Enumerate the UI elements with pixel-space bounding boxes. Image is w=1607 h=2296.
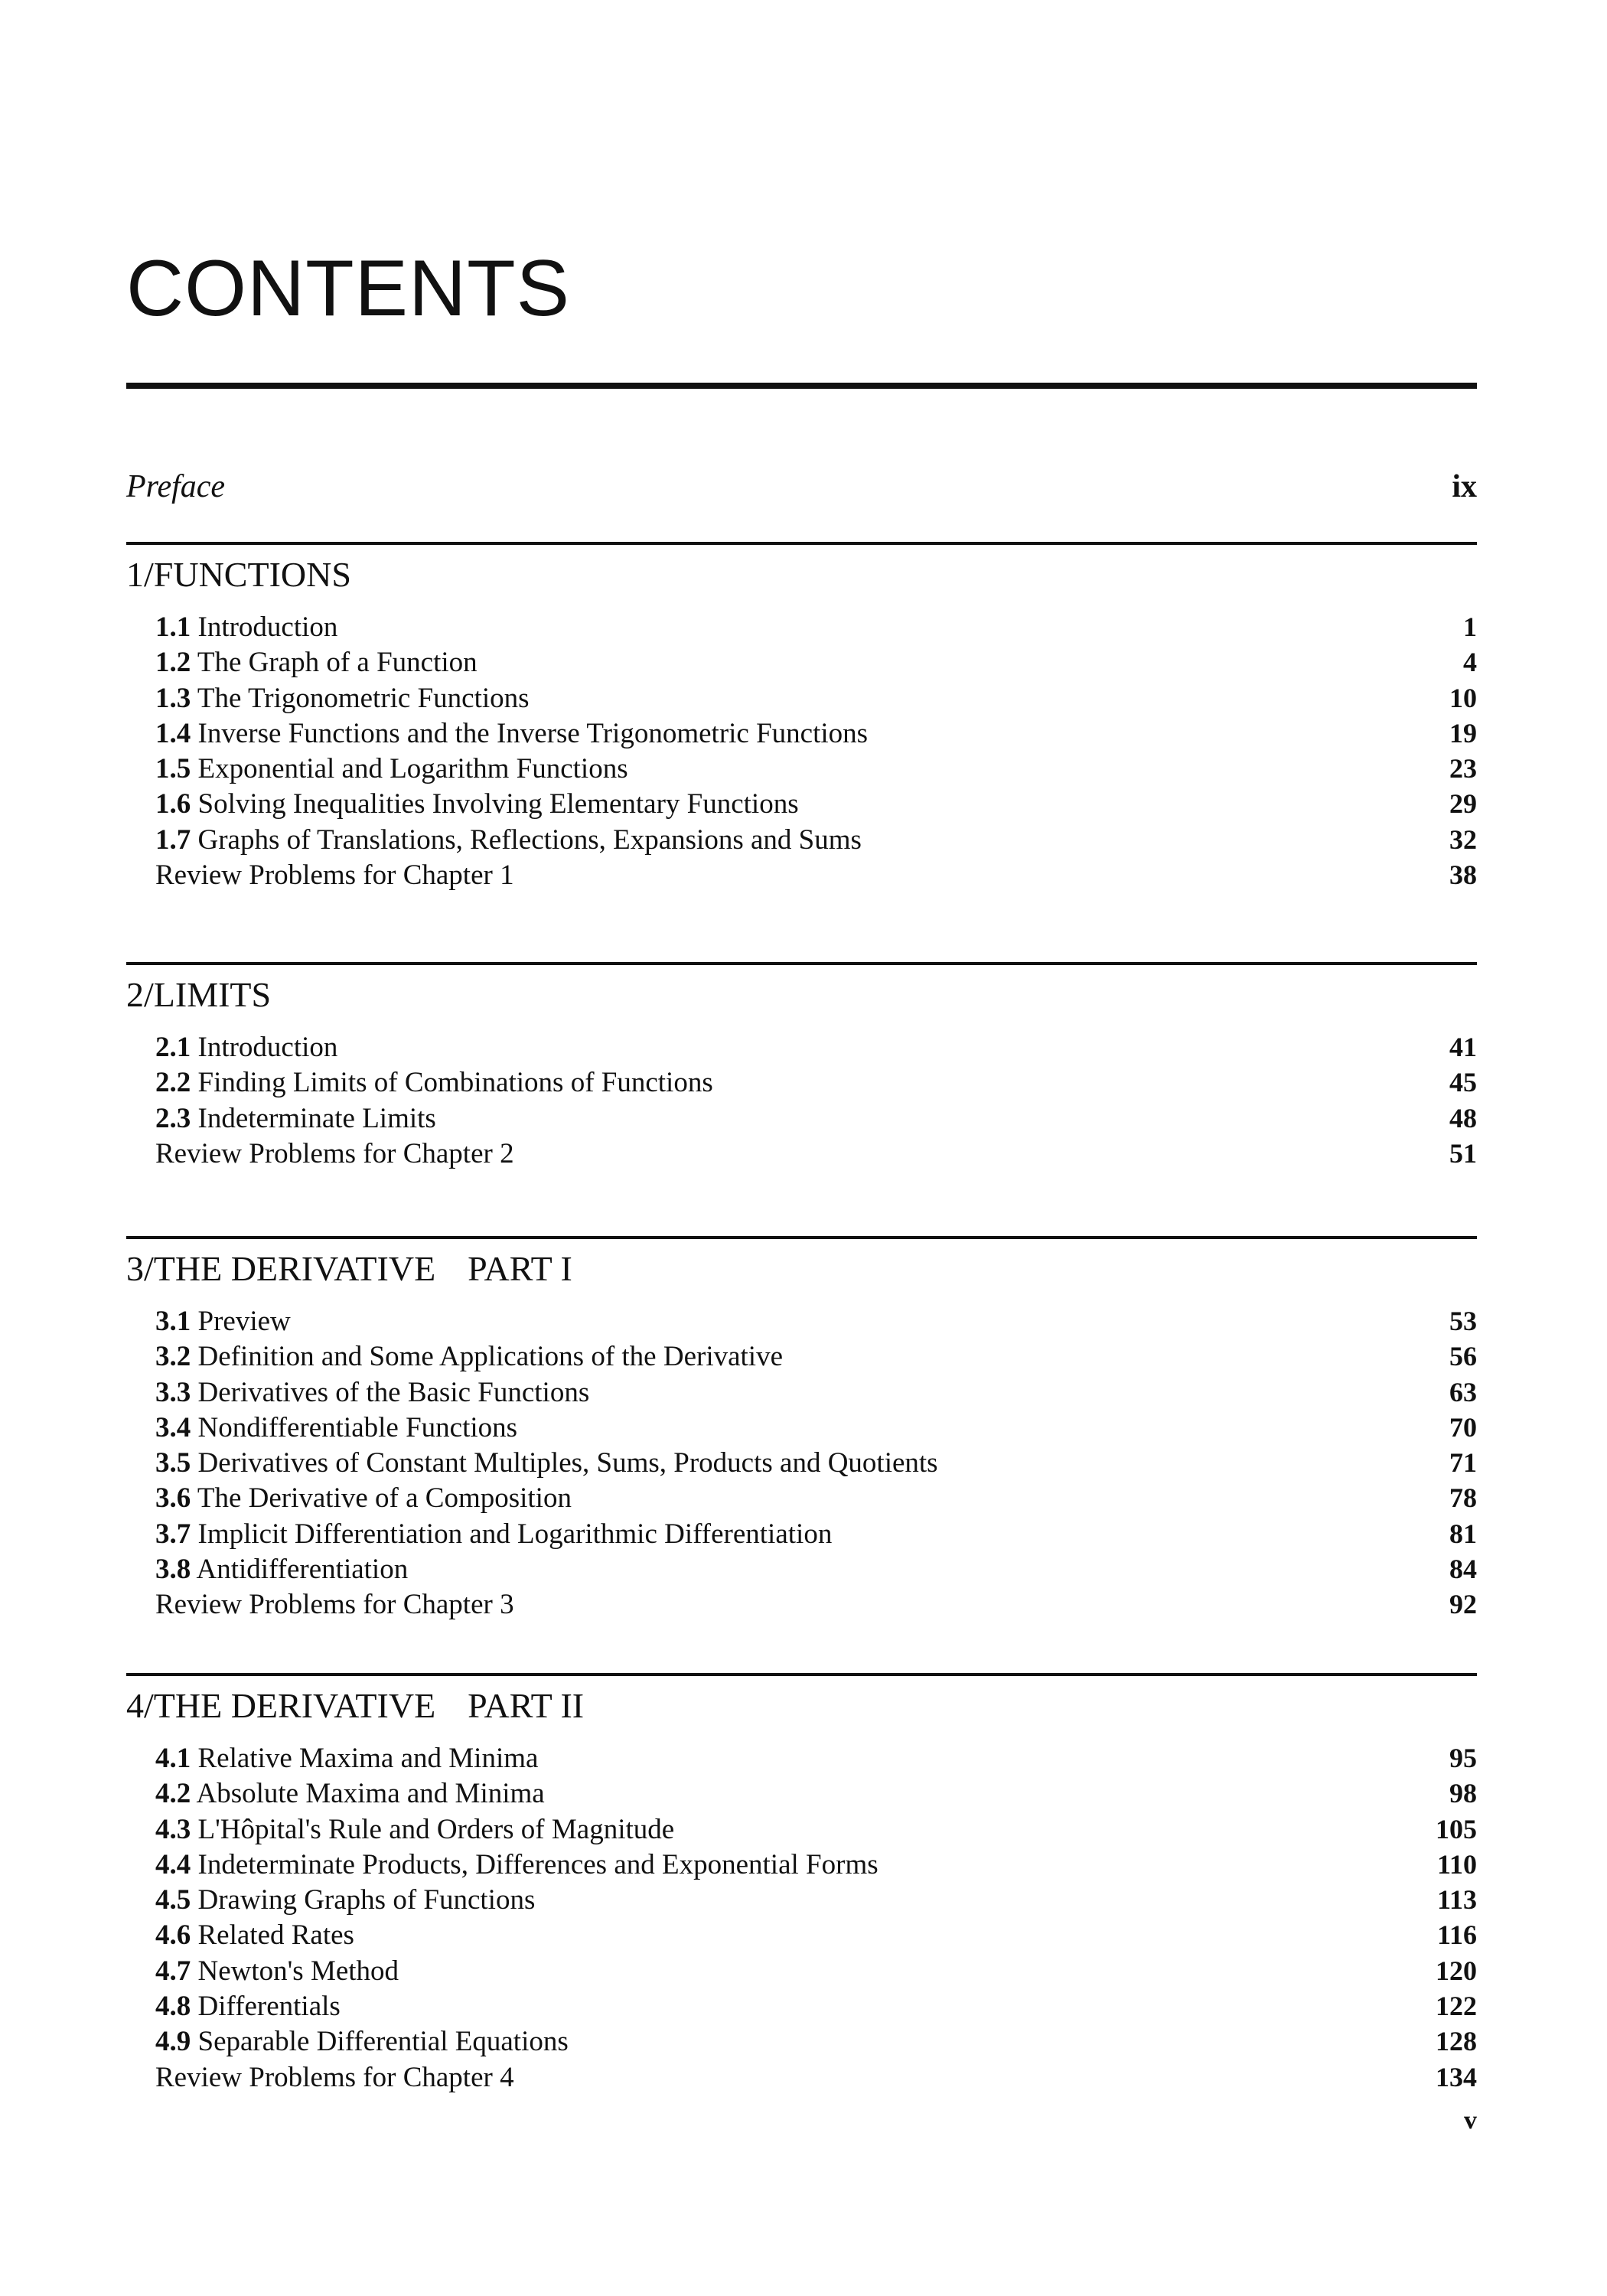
entry-label [155, 1339, 1449, 1375]
section-title: Derivatives of the Basic Functions [197, 1376, 590, 1408]
page-number: 71 [1449, 1447, 1477, 1479]
section-title: Graphs of Translations, Reflections, Expansions and Sums [197, 823, 862, 856]
section-title: Inverse Functions and the Inverse Trigonometric Functions [197, 717, 869, 749]
page-number: 53 [1449, 1306, 1477, 1336]
page-number: 84 [1449, 1554, 1477, 1585]
section-number: 4.2 [155, 1778, 191, 1810]
entry-label [155, 1517, 1449, 1552]
entry-label [155, 2024, 1436, 2060]
entry-list [126, 1303, 1477, 1623]
page-number: 29 [1449, 788, 1477, 820]
preface-label: Preface [126, 469, 226, 504]
page-number: 51 [1449, 1137, 1477, 1169]
entry-label [155, 823, 1449, 858]
toc-entry [126, 1445, 1477, 1480]
chapter-section [126, 962, 1477, 1171]
section-title: Differentials [197, 1991, 341, 2023]
entry-label [155, 1741, 1449, 1776]
title-rule [126, 383, 1477, 389]
entry-label [155, 858, 1449, 893]
page-number: 110 [1436, 1848, 1477, 1880]
section-title: Related Rates [197, 1919, 354, 1952]
entry-label [155, 1137, 1449, 1172]
section-title: Review Problems for Chapter 3 [155, 1589, 514, 1621]
section-title: Review Problems for Chapter 4 [155, 2061, 514, 2093]
entry-label [155, 2060, 1436, 2095]
entry-label [155, 1848, 1437, 1883]
toc-entry [126, 1847, 1477, 1882]
section-title: Relative Maxima and Minima [197, 1743, 539, 1774]
section-title: Finding Limits of Combinations of Functions [197, 1067, 713, 1099]
section-title: Indeterminate Limits [197, 1102, 436, 1134]
section-number: 2.1 [155, 1032, 191, 1063]
chapter-rule [126, 1673, 1477, 1676]
toc-entry [126, 1303, 1477, 1339]
toc-entry [126, 1101, 1477, 1136]
toc-entry [126, 1882, 1477, 1917]
entry-label [155, 752, 1449, 787]
toc-entry [126, 644, 1477, 680]
chapter-part: PART I [468, 1249, 572, 1288]
page-number: 98 [1449, 1778, 1477, 1809]
toc-entry [126, 1776, 1477, 1811]
entry-label [155, 1304, 1449, 1339]
chapter-title-text: 1/FUNCTIONS [126, 555, 351, 594]
section-number: 3.6 [155, 1482, 191, 1515]
page-number: 105 [1436, 1813, 1477, 1844]
page-number: 70 [1449, 1411, 1477, 1443]
section-title: Preview [197, 1306, 291, 1337]
section-number: 4.1 [155, 1743, 191, 1774]
chapter-title [126, 1681, 1477, 1731]
section-number: 2.2 [155, 1067, 191, 1099]
entry-label [155, 1481, 1449, 1516]
section-number: 4.4 [155, 1848, 191, 1880]
entry-label [155, 1587, 1449, 1623]
toc-entry [126, 2024, 1477, 2059]
entry-label [155, 1446, 1449, 1481]
page-folio: v [1464, 2106, 1477, 2135]
page-number: 81 [1449, 1518, 1477, 1549]
page-number: 95 [1449, 1743, 1477, 1773]
section-title: Drawing Graphs of Functions [197, 1884, 536, 1916]
chapter-section [126, 1236, 1477, 1623]
section-number: 1.4 [155, 717, 191, 749]
section-number: 3.7 [155, 1518, 191, 1550]
section-title: Nondifferentiable Functions [197, 1411, 518, 1443]
chapter-title [126, 1244, 1477, 1294]
toc-entry [126, 1953, 1477, 1988]
toc-entry [126, 1587, 1477, 1622]
toc-entry [126, 1812, 1477, 1847]
section-number: 4.7 [155, 1955, 191, 1987]
chapter-title-text: 2/LIMITS [126, 975, 272, 1014]
section-number: 3.5 [155, 1447, 191, 1479]
chapter-title [126, 550, 1477, 600]
section-title: Review Problems for Chapter 2 [155, 1137, 514, 1169]
section-title: L'Hôpital's Rule and Orders of Magnitude [197, 1813, 675, 1845]
section-title: The Graph of a Function [197, 647, 478, 679]
page-number: 10 [1449, 682, 1477, 713]
page-number: 56 [1449, 1341, 1477, 1372]
chapter-rule [126, 1236, 1477, 1239]
section-title: The Trigonometric Functions [197, 682, 530, 714]
section-number: 3.8 [155, 1554, 191, 1586]
page-number: 122 [1436, 1991, 1477, 2022]
entry-label [155, 1411, 1449, 1446]
section-title: Derivatives of Constant Multiples, Sums, Products and Quotients [197, 1447, 938, 1479]
toc-entry [126, 1480, 1477, 1515]
entry-label [155, 1030, 1449, 1065]
section-number: 1.6 [155, 788, 191, 820]
toc-entry [126, 609, 1477, 644]
section-number: 3.3 [155, 1376, 191, 1408]
toc-entry [126, 1740, 1477, 1776]
page-number: 134 [1436, 2061, 1477, 2092]
page-number: 48 [1449, 1102, 1477, 1133]
section-title: Separable Differential Equations [197, 2026, 569, 2058]
toc-entry [126, 1917, 1477, 1952]
chapter-rule [126, 962, 1477, 965]
preface-entry [126, 468, 1477, 514]
chapter-title-text: 4/THE DERIVATIVE [126, 1686, 436, 1725]
toc-entry [126, 751, 1477, 786]
section-number: 4.6 [155, 1919, 191, 1952]
chapter-part: PART II [468, 1686, 585, 1725]
entry-label [155, 1918, 1437, 1953]
section-number: 3.4 [155, 1411, 191, 1443]
toc-entry [126, 1339, 1477, 1374]
chapter-title-text: 3/THE DERIVATIVE [126, 1249, 436, 1288]
section-number: 4.9 [155, 2026, 191, 2058]
section-number: 1.2 [155, 647, 191, 679]
entry-label [155, 1883, 1437, 1918]
toc-entry [126, 857, 1477, 892]
entry-label [155, 1101, 1449, 1137]
section-number: 3.2 [155, 1341, 191, 1373]
page-number: 120 [1436, 1955, 1477, 1986]
entry-label [155, 645, 1463, 680]
section-title: Absolute Maxima and Minima [196, 1778, 545, 1810]
toc-entry [126, 822, 1477, 857]
section-title: Introduction [197, 612, 338, 643]
page-number: 92 [1449, 1589, 1477, 1620]
toc-entry [126, 716, 1477, 751]
section-title: Exponential and Logarithm Functions [197, 753, 628, 785]
page-number: 23 [1449, 753, 1477, 784]
chapter-title [126, 970, 1477, 1020]
entry-label [155, 1552, 1449, 1587]
toc-entry [126, 1029, 1477, 1065]
page-number: 78 [1449, 1482, 1477, 1514]
section-title: Implicit Differentiation and Logarithmic Differentiation [197, 1518, 833, 1550]
entry-label [155, 787, 1449, 822]
section-number: 4.8 [155, 1991, 191, 2023]
toc-entry [126, 1516, 1477, 1551]
page-number: 45 [1449, 1067, 1477, 1098]
page-number: 38 [1449, 859, 1477, 891]
preface-page: ix [1452, 469, 1477, 504]
toc-entry [126, 1410, 1477, 1445]
section-title: Review Problems for Chapter 1 [155, 859, 514, 892]
toc-entry [126, 1136, 1477, 1171]
entry-list [126, 1029, 1477, 1171]
entry-label [155, 1776, 1449, 1812]
toc-entry [126, 1551, 1477, 1587]
entry-label [155, 1812, 1436, 1848]
entry-list [126, 1740, 1477, 2095]
page-number: 19 [1449, 717, 1477, 748]
toc-entry [126, 1375, 1477, 1410]
section-number: 1.5 [155, 753, 191, 785]
toc-entry [126, 1065, 1477, 1100]
section-number: 4.5 [155, 1884, 191, 1916]
section-title: Introduction [197, 1032, 338, 1063]
page-number: 32 [1449, 823, 1477, 855]
entry-label [155, 681, 1449, 716]
page-number: 1 [1463, 612, 1477, 642]
entry-list [126, 609, 1477, 892]
section-number: 4.3 [155, 1813, 191, 1845]
toc-entry [126, 1988, 1477, 2024]
section-number: 1.1 [155, 612, 191, 643]
entry-label [155, 1954, 1436, 1989]
entry-label [155, 1989, 1436, 2024]
section-title: Antidifferentiation [196, 1554, 409, 1586]
page-number: 116 [1436, 1919, 1477, 1951]
entry-label [155, 716, 1449, 752]
section-title: The Derivative of a Composition [197, 1482, 572, 1515]
entry-label [155, 610, 1463, 645]
page-number: 63 [1449, 1376, 1477, 1407]
section-number: 1.3 [155, 682, 191, 714]
chapter-section [126, 542, 1477, 892]
page-number: 128 [1436, 2026, 1477, 2057]
entry-label [155, 1065, 1449, 1101]
chapter-rule [126, 542, 1477, 545]
section-number: 2.3 [155, 1102, 191, 1134]
toc-entry [126, 680, 1477, 716]
chapter-section [126, 1673, 1477, 2095]
entry-label [155, 1375, 1449, 1411]
section-title: Indeterminate Products, Differences and Exponential Forms [197, 1848, 878, 1880]
section-number: 3.1 [155, 1306, 191, 1337]
page-number: 4 [1463, 647, 1477, 678]
toc-entry [126, 786, 1477, 821]
page-title: CONTENTS [126, 244, 570, 333]
toc-entry [126, 2060, 1477, 2095]
section-number: 1.7 [155, 823, 191, 856]
section-title: Newton's Method [197, 1955, 399, 1987]
page-number: 41 [1449, 1032, 1477, 1062]
section-title: Definition and Some Applications of the Derivative [197, 1341, 783, 1373]
section-title: Solving Inequalities Involving Elementary Functions [197, 788, 799, 820]
page-number: 113 [1436, 1884, 1477, 1916]
